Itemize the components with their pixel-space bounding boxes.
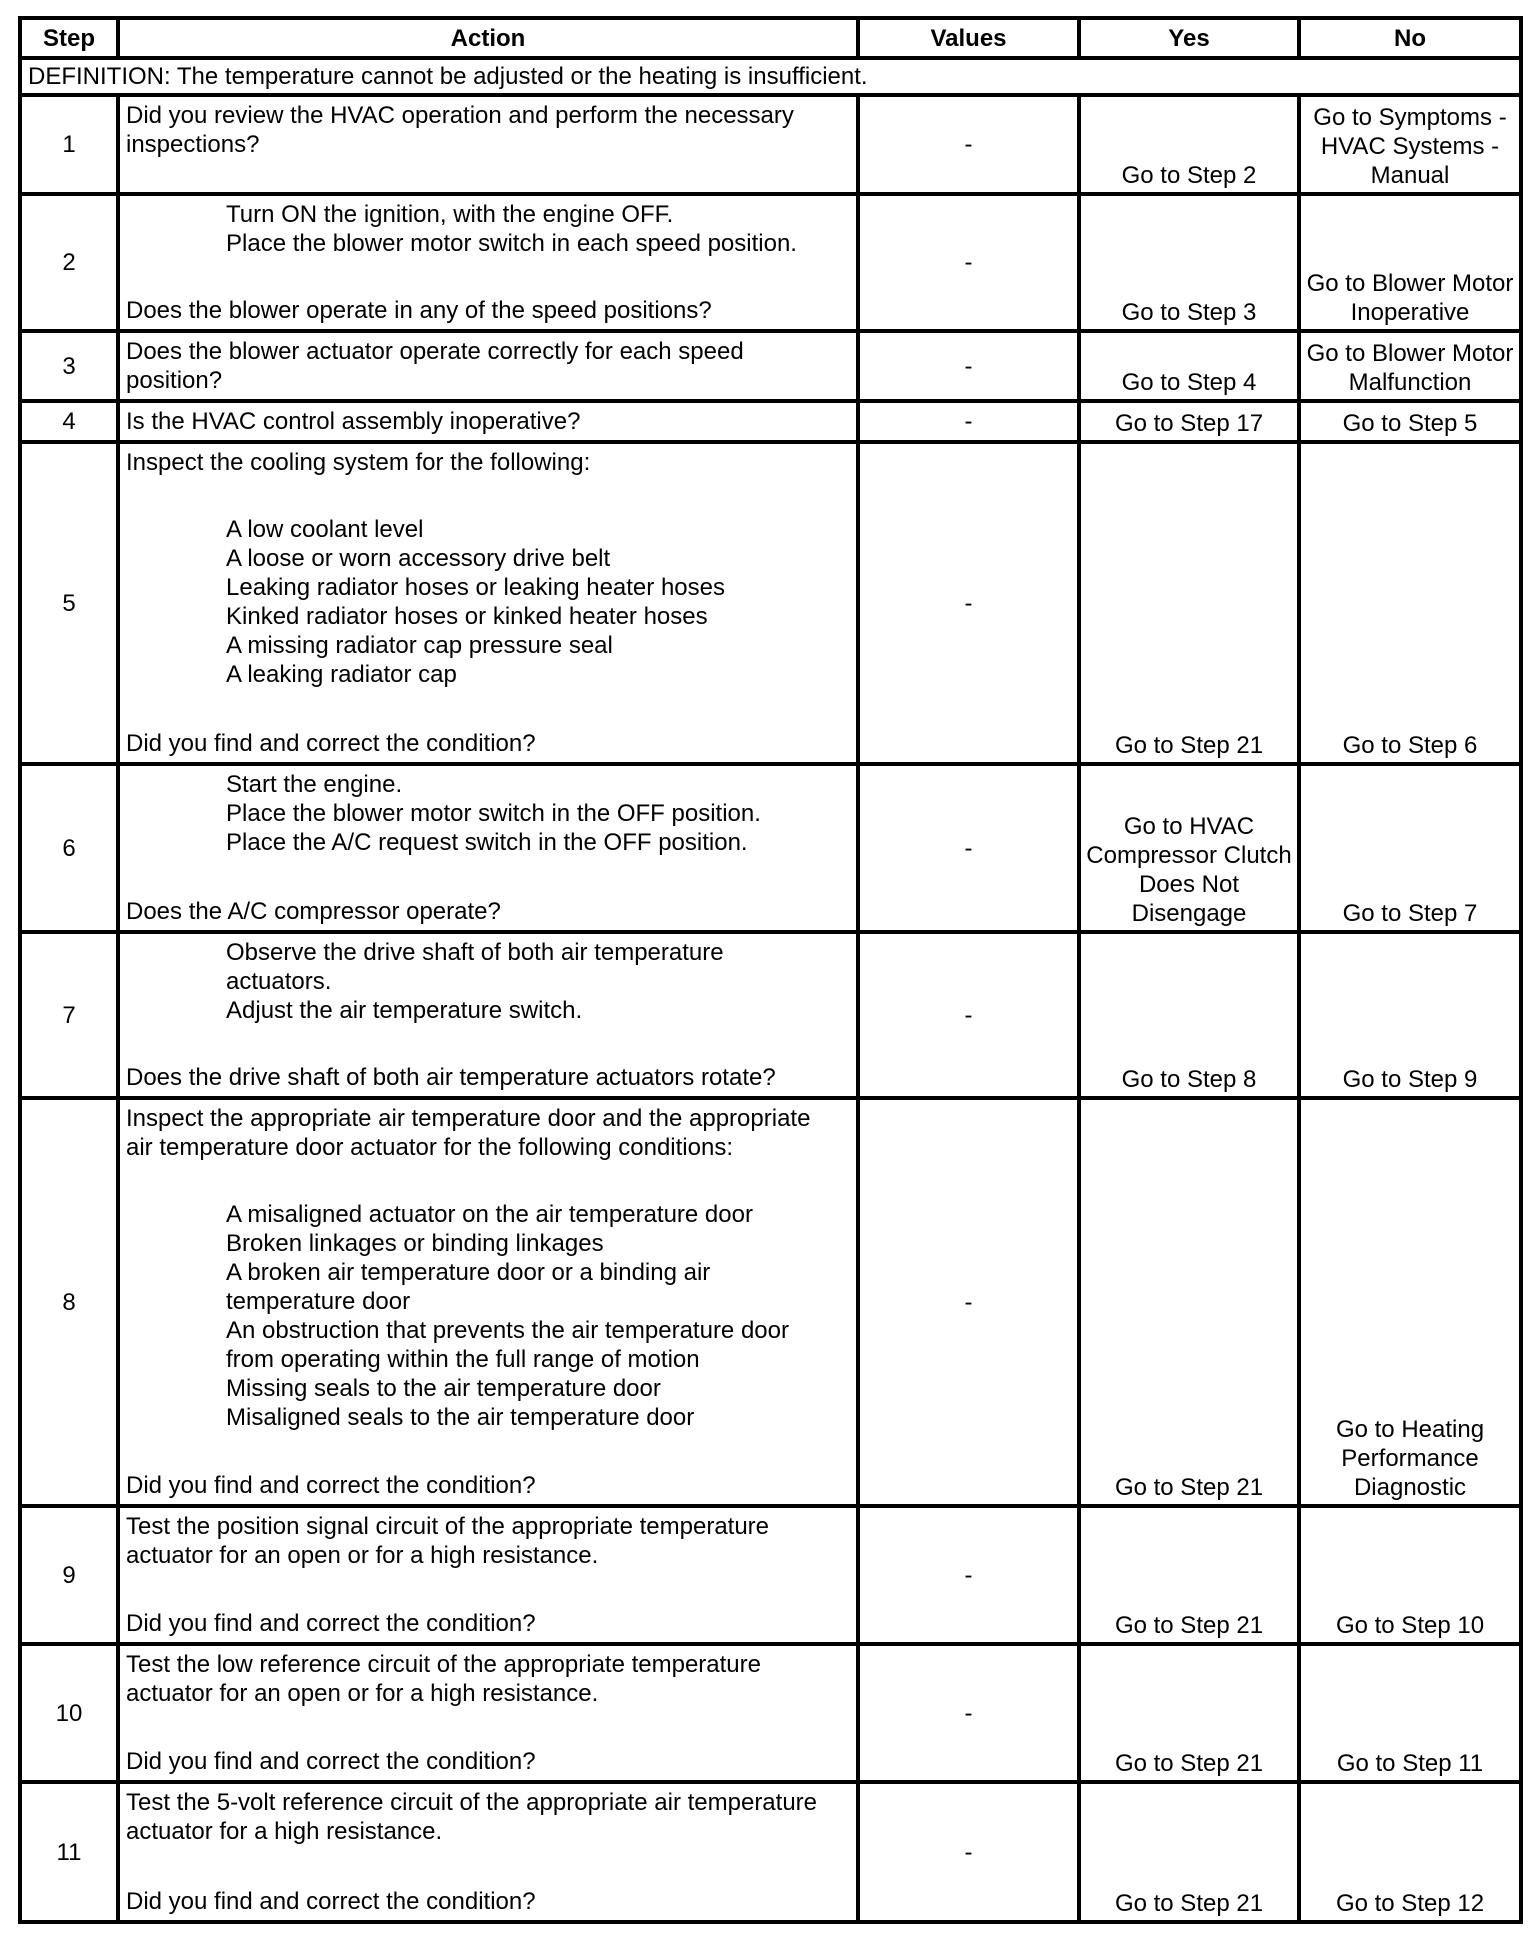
no-result: Go to Step 9 xyxy=(1299,932,1521,1098)
list-item: Misaligned seals to the air temperature door xyxy=(226,1404,695,1431)
action-line: Inspect the cooling system for the following: xyxy=(126,449,591,476)
yes-result: Go to Step 4 xyxy=(1079,331,1299,401)
step-number: 8 xyxy=(20,1098,118,1506)
action-line: Test the position signal circuit of the appropriate temperature xyxy=(126,1513,770,1540)
action-line: actuators. xyxy=(226,968,332,995)
values-cell: - xyxy=(858,1644,1079,1782)
action-question: Did you find and correct the condition? xyxy=(126,1888,536,1915)
action-line: Observe the drive shaft of both air temperature xyxy=(226,939,724,966)
action-line: Place the A/C request switch in the OFF position. xyxy=(226,829,748,856)
header-yes: Yes xyxy=(1079,18,1299,58)
step-number: 3 xyxy=(20,331,118,401)
no-result: Go to Blower Motor Malfunction xyxy=(1299,331,1521,401)
header-no: No xyxy=(1299,18,1521,58)
action-cell xyxy=(118,401,858,442)
list-item: Kinked radiator hoses or kinked heater hoses xyxy=(226,603,708,630)
list-item: A missing radiator cap pressure seal xyxy=(226,632,613,659)
yes-result: Go to Step 2 xyxy=(1079,95,1299,194)
yes-result: Go to Step 21 xyxy=(1079,442,1299,764)
no-result: Go to Step 7 xyxy=(1299,764,1521,932)
list-item: A loose or worn accessory drive belt xyxy=(226,545,611,572)
values-cell: - xyxy=(858,194,1079,331)
table-row xyxy=(20,932,1521,1098)
no-result: Go to Step 5 xyxy=(1299,401,1521,442)
action-line: actuator for a high resistance. xyxy=(126,1818,443,1845)
action-question: Does the drive shaft of both air temperature actuators rotate? xyxy=(126,1064,776,1091)
step-number: 10 xyxy=(20,1644,118,1782)
table-row xyxy=(20,1782,1521,1922)
values-cell: - xyxy=(858,401,1079,442)
values-cell: - xyxy=(858,932,1079,1098)
action-line: Start the engine. xyxy=(226,771,403,798)
list-item: temperature door xyxy=(226,1288,411,1315)
header-row xyxy=(20,18,1521,58)
action-cell xyxy=(118,764,858,932)
yes-result: Go to Step 21 xyxy=(1079,1644,1299,1782)
step-number: 4 xyxy=(20,401,118,442)
action-line: Test the 5-volt reference circuit of the appropriate air temperature xyxy=(126,1789,818,1816)
step-number: 6 xyxy=(20,764,118,932)
step-number: 1 xyxy=(20,95,118,194)
action-cell xyxy=(118,331,858,401)
values-cell: - xyxy=(858,1782,1079,1922)
values-cell: - xyxy=(858,442,1079,764)
no-result: Go to Blower Motor Inoperative xyxy=(1299,194,1521,331)
step-number: 11 xyxy=(20,1782,118,1922)
values-cell: - xyxy=(858,764,1079,932)
action-cell xyxy=(118,194,858,331)
list-item: A low coolant level xyxy=(226,516,424,543)
action-line: inspections? xyxy=(126,131,260,158)
action-cell xyxy=(118,1782,858,1922)
table-row xyxy=(20,1644,1521,1782)
action-line: Adjust the air temperature switch. xyxy=(226,997,583,1024)
header-values: Values xyxy=(858,18,1079,58)
list-item: Broken linkages or binding linkages xyxy=(226,1230,604,1257)
diagnostic-table xyxy=(18,16,1523,1924)
action-cell xyxy=(118,95,858,194)
table-row xyxy=(20,442,1521,764)
action-line: position? xyxy=(126,367,223,394)
step-number: 9 xyxy=(20,1506,118,1644)
action-question: Did you find and correct the condition? xyxy=(126,1748,536,1775)
action-question: Does the A/C compressor operate? xyxy=(126,898,501,925)
action-line: Place the blower motor switch in the OFF position. xyxy=(226,800,761,827)
header-action: Action xyxy=(118,18,858,58)
yes-result: Go to Step 21 xyxy=(1079,1506,1299,1644)
action-question: Did you find and correct the condition? xyxy=(126,1610,536,1637)
table-row xyxy=(20,331,1521,401)
yes-result: Go to Step 21 xyxy=(1079,1098,1299,1506)
action-line: Test the low reference circuit of the appropriate temperature xyxy=(126,1651,761,1678)
values-cell: - xyxy=(858,1506,1079,1644)
values-cell: - xyxy=(858,331,1079,401)
step-number: 7 xyxy=(20,932,118,1098)
action-cell xyxy=(118,1098,858,1506)
list-item: A broken air temperature door or a binding air xyxy=(226,1259,711,1286)
no-result: Go to Step 10 xyxy=(1299,1506,1521,1644)
list-item: An obstruction that prevents the air temperature door xyxy=(226,1317,789,1344)
yes-result: Go to HVAC Compressor Clutch Does Not Disengage xyxy=(1079,764,1299,932)
no-result: Go to Step 6 xyxy=(1299,442,1521,764)
table-row xyxy=(20,401,1521,442)
table-row xyxy=(20,1506,1521,1644)
values-cell: - xyxy=(858,95,1079,194)
no-result: Go to Heating Performance Diagnostic xyxy=(1299,1098,1521,1506)
list-item: from operating within the full range of motion xyxy=(226,1346,700,1373)
condition-list xyxy=(126,515,850,689)
action-line: Does the blower actuator operate correctly for each speed xyxy=(126,338,744,365)
yes-result: Go to Step 21 xyxy=(1079,1782,1299,1922)
action-question: Did you find and correct the condition? xyxy=(126,1472,536,1499)
action-line: actuator for an open or for a high resistance. xyxy=(126,1542,599,1569)
step-number: 5 xyxy=(20,442,118,764)
yes-result: Go to Step 8 xyxy=(1079,932,1299,1098)
no-result: Go to Symptoms - HVAC Systems - Manual xyxy=(1299,95,1521,194)
action-question: Does the blower operate in any of the speed positions? xyxy=(126,297,712,324)
list-item: A leaking radiator cap xyxy=(226,661,457,688)
action-question: Did you find and correct the condition? xyxy=(126,730,536,757)
values-cell: - xyxy=(858,1098,1079,1506)
yes-result: Go to Step 3 xyxy=(1079,194,1299,331)
action-cell xyxy=(118,932,858,1098)
list-item: Missing seals to the air temperature door xyxy=(226,1375,661,1402)
header-step: Step xyxy=(20,18,118,58)
action-line: Is the HVAC control assembly inoperative? xyxy=(126,408,581,435)
action-line: Inspect the appropriate air temperature door and the appropriate xyxy=(126,1105,811,1132)
table-row xyxy=(20,1098,1521,1506)
action-line: Turn ON the ignition, with the engine OFF. xyxy=(226,201,674,228)
table-row xyxy=(20,764,1521,932)
no-result: Go to Step 11 xyxy=(1299,1644,1521,1782)
action-cell xyxy=(118,442,858,764)
list-item: A misaligned actuator on the air temperature door xyxy=(226,1201,753,1228)
action-cell xyxy=(118,1644,858,1782)
condition-list xyxy=(126,1200,850,1432)
action-line: Did you review the HVAC operation and perform the necessary xyxy=(126,102,794,129)
no-result: Go to Step 12 xyxy=(1299,1782,1521,1922)
action-line: actuator for an open or for a high resistance. xyxy=(126,1680,599,1707)
step-number: 2 xyxy=(20,194,118,331)
table-row xyxy=(20,95,1521,194)
definition-text: DEFINITION: The temperature cannot be adjusted or the heating is insufficient. xyxy=(20,58,1521,95)
action-line: air temperature door actuator for the following conditions: xyxy=(126,1134,733,1161)
table-row xyxy=(20,194,1521,331)
list-item: Leaking radiator hoses or leaking heater hoses xyxy=(226,574,725,601)
definition-row xyxy=(20,58,1521,95)
action-cell xyxy=(118,1506,858,1644)
yes-result: Go to Step 17 xyxy=(1079,401,1299,442)
action-line: Place the blower motor switch in each speed position. xyxy=(226,230,797,257)
